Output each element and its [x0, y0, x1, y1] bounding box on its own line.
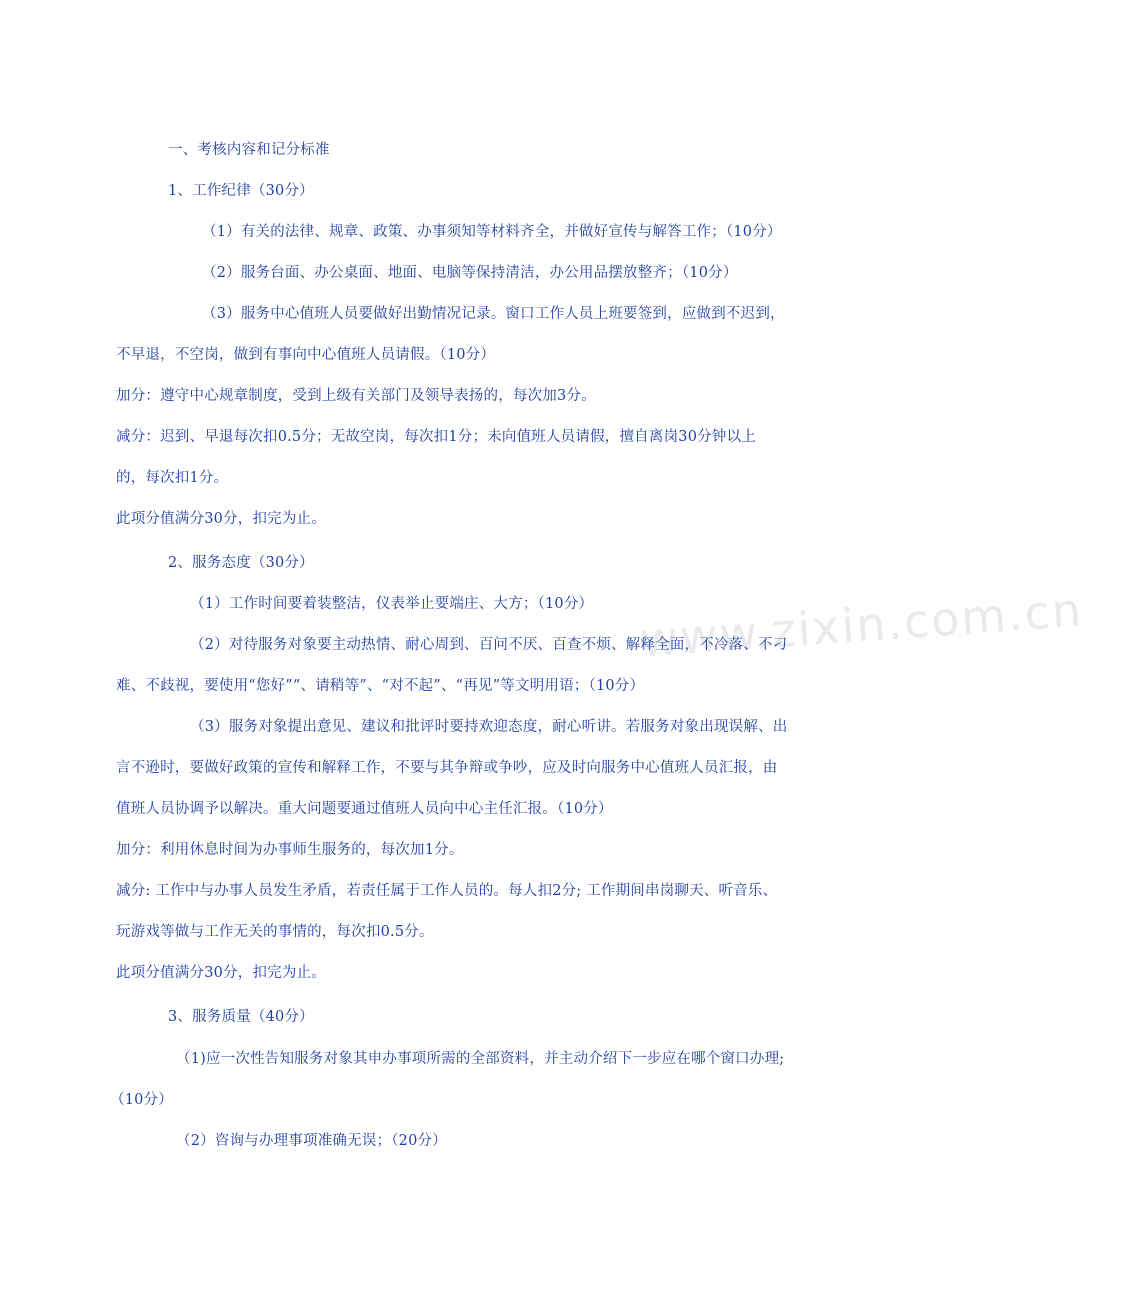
paragraph-line: 的，每次扣1分。 — [116, 470, 229, 486]
paragraph-line: 值班人员协调予以解决。重大问题要通过值班人员向中心主任汇报。（10分） — [116, 801, 613, 817]
paragraph-line: 不早退，不空岗，做到有事向中心值班人员请假。（10分） — [116, 347, 496, 363]
paragraph-line: 加分：利用休息时间为办事师生服务的，每次加1分。 — [116, 842, 464, 858]
paragraph-line: 难、不歧视，要使用“您好”“、请稍等”、“对不起”、“再见”等文明用语；（10分） — [116, 678, 645, 694]
paragraph-line: （2）咨询与办理事项准确无误；（20分） — [176, 1133, 447, 1149]
paragraph-line: （1）有关的法律、规章、政策、办事须知等材料齐全，并做好宣传与解答工作；（10分） — [202, 224, 782, 240]
paragraph-line: 玩游戏等做与工作无关的事情的，每次扣0.5分。 — [116, 924, 434, 940]
paragraph-line: 言不逊时，要做好政策的宣传和解释工作，不要与其争辩或争吵，应及时向服务中心值班人员汇报，由 — [116, 760, 778, 776]
paragraph-line: （3）服务对象提出意见、建议和批评时要持欢迎态度，耐心听讲。若服务对象出现误解、出 — [190, 719, 788, 735]
paragraph-line: 此项分值满分30分，扣完为止。 — [116, 511, 326, 527]
paragraph-line: 加分：遵守中心规章制度，受到上级有关部门及领导表扬的，每次加3分。 — [116, 388, 596, 404]
section-heading: 一、考核内容和记分标准 — [168, 142, 330, 158]
paragraph-line: （2）对待服务对象要主动热情、耐心周到、百问不厌、百查不烦、解释全面，不冷落、不刁 — [190, 637, 788, 653]
paragraph-line: （2）服务台面、办公桌面、地面、电脑等保持清洁，办公用品摆放整齐；（10分） — [202, 265, 738, 281]
paragraph-line: 减分：迟到、早退每次扣0.5分；无故空岗，每次扣1分；未向值班人员请假，擅自离岗30分钟以上 — [116, 429, 756, 445]
watermark: www.zixin.com.cn — [638, 582, 1085, 668]
subsection-heading: 1、工作纪律（30分） — [168, 183, 314, 199]
paragraph-line: （1)应一次性告知服务对象其申办事项所需的全部资料，并主动介绍下一步应在哪个窗口办理; — [176, 1051, 785, 1067]
subsection-heading: 3、服务质量（40分） — [168, 1009, 314, 1025]
paragraph-line: （3）服务中心值班人员要做好出勤情况记录。窗口工作人员上班要签到，应做到不迟到， — [202, 306, 785, 322]
paragraph-line: （1）工作时间要着装整洁，仪表举止要端庄、大方；（10分） — [190, 596, 594, 612]
subsection-heading: 2、服务态度（30分） — [168, 555, 314, 571]
paragraph-line: 减分: 工作中与办事人员发生矛盾，若责任属于工作人员的。每人扣2分; 工作期间串岗聊天、听音乐、 — [116, 883, 778, 899]
paragraph-line: 此项分值满分30分，扣完为止。 — [116, 965, 326, 981]
paragraph-line: （10分） — [110, 1092, 173, 1108]
